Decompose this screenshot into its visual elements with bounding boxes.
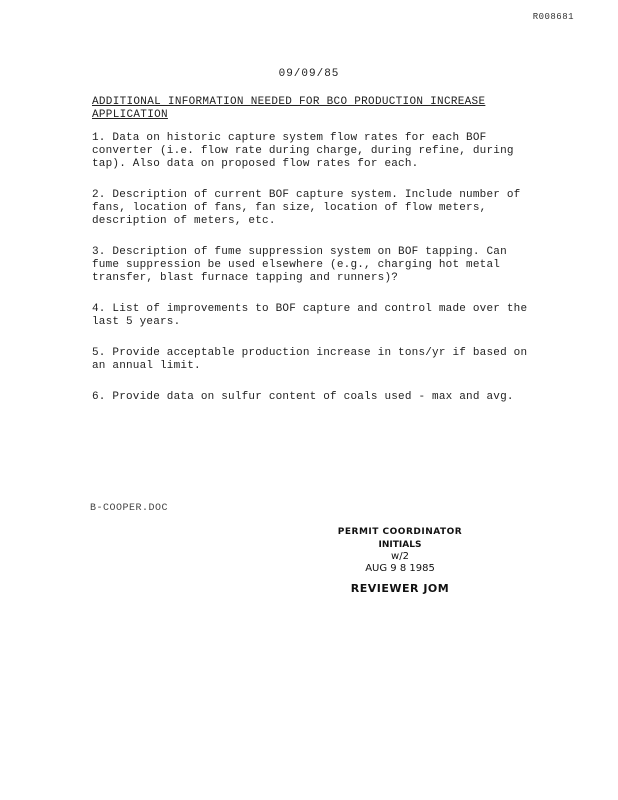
review-stamp — [330, 527, 470, 595]
request-item-1: 1. Data on historic capture system flow rates for each BOF converter (i.e. flow rate during charge, during refine, during tap). Also data on proposed flow rates for each. — [92, 132, 514, 170]
request-item-3: 3. Description of fume suppression system on BOF tapping. Can fume suppression be used elsewhere (e.g., charging hot metal transfer, blast furnace tapping and runners)? — [92, 246, 507, 284]
stamp-reviewer: REVIEWER JOM — [350, 582, 450, 595]
request-item-2: 2. Description of current BOF capture system. Include number of fans, location of fans, fan size, location of flow meters, description of meters, etc. — [92, 189, 521, 227]
request-item-5: 5. Provide acceptable production increase in tons/yr if based on an annual limit. — [92, 347, 528, 372]
document-heading: ADDITIONAL INFORMATION NEEDED FOR BCO PRODUCTION INCREASE APPLICATION — [92, 96, 486, 121]
stamp-initials: w/2 — [391, 551, 409, 562]
file-name: B-COOPER.DOC — [90, 503, 169, 514]
document-date: 09/09/85 — [278, 68, 340, 80]
stamp-initials-label: INITIALS — [378, 540, 422, 550]
stamp-date: AUG 9 8 1985 — [365, 563, 435, 574]
stamp-title: PERMIT COORDINATOR — [337, 527, 463, 537]
request-list — [92, 132, 532, 422]
document-id: R008681 — [532, 12, 574, 22]
request-item-4: 4. List of improvements to BOF capture and control made over the last 5 years. — [92, 303, 528, 328]
request-item-6: 6. Provide data on sulfur content of coals used - max and avg. — [92, 391, 514, 403]
